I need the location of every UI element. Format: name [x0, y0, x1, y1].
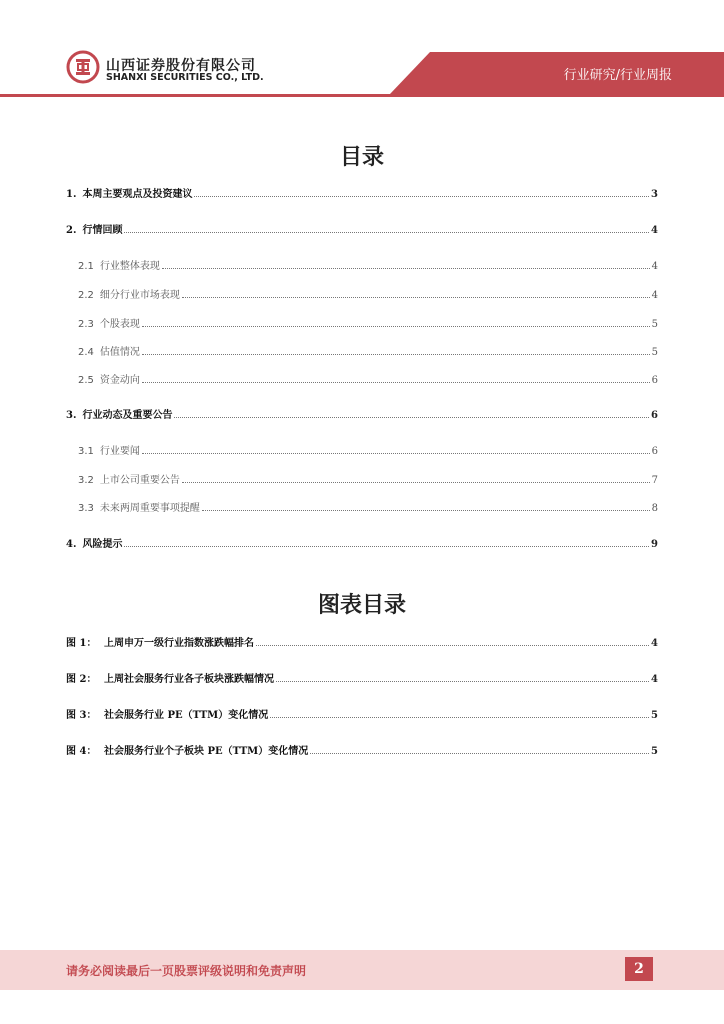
figure-item-page: 4: [651, 638, 658, 649]
figure-item-3[interactable]: [66, 705, 658, 721]
figure-item-2[interactable]: [66, 669, 658, 685]
company-name-en: SHANXI SECURITIES CO., LTD.: [106, 72, 264, 83]
toc-item-page: 5: [651, 347, 658, 358]
toc-leader: [202, 509, 650, 511]
toc-item-label: 估值情况: [99, 347, 140, 358]
toc-item-number: 2.: [66, 225, 77, 236]
toc-item-3-2[interactable]: [78, 470, 658, 486]
toc-item-3[interactable]: [66, 405, 658, 421]
toc-item-label: 本周主要观点及投资建议: [82, 189, 193, 200]
company-logo-icon: [66, 50, 100, 84]
toc-item-2-3[interactable]: [78, 314, 658, 330]
toc-leader: [142, 353, 650, 355]
figure-leader: [276, 680, 649, 682]
toc-item-label: 个股表现: [99, 319, 140, 330]
figure-item-4[interactable]: [66, 741, 658, 757]
toc-leader: [124, 231, 649, 233]
toc-item-label: 行情回顾: [82, 225, 123, 236]
toc-item-1[interactable]: [66, 184, 658, 200]
toc-item-label: 细分行业市场表现: [99, 290, 180, 301]
toc-item-page: 4: [651, 261, 658, 272]
toc-leader: [182, 481, 650, 483]
figure-item-page: 5: [651, 746, 658, 757]
figure-item-number: 图 1：: [66, 638, 97, 649]
toc-item-page: 8: [651, 503, 658, 514]
toc-item-number: 3.: [66, 410, 77, 421]
figure-item-label: 社会服务行业 PE（TTM）变化情况: [104, 710, 269, 721]
toc-item-page: 4: [651, 225, 658, 236]
figure-item-label: 上周社会服务行业各子板块涨跌幅情况: [104, 674, 274, 685]
toc-leader: [162, 267, 650, 269]
figure-leader: [310, 752, 649, 754]
toc-item-number: 2.1: [78, 261, 94, 272]
toc-item-2-4[interactable]: [78, 342, 658, 358]
figure-item-number: 图 2：: [66, 674, 97, 685]
toc-item-2-2[interactable]: [78, 285, 658, 301]
report-type-label: 行业研究/行业周报: [563, 68, 672, 83]
toc-leader: [182, 296, 650, 298]
figure-item-label: 上周申万一级行业指数涨跌幅排名: [104, 638, 254, 649]
toc-item-number: 3.3: [78, 503, 94, 514]
toc-item-page: 4: [651, 290, 658, 301]
toc-item-label: 风险提示: [82, 539, 123, 550]
toc-item-page: 9: [651, 539, 658, 550]
toc-item-page: 5: [651, 319, 658, 330]
toc-leader: [194, 195, 649, 197]
page-number: 2: [625, 957, 653, 981]
toc-title: 目录: [339, 145, 384, 170]
figure-leader: [270, 716, 649, 718]
page-header: [0, 0, 724, 102]
figure-leader: [256, 644, 649, 646]
toc-item-label: 行业整体表现: [99, 261, 160, 272]
toc-item-number: 1.: [66, 189, 77, 200]
toc-item-page: 6: [651, 446, 658, 457]
toc-leader: [174, 416, 649, 418]
toc-item-2-1[interactable]: [78, 256, 658, 272]
figures-title: 图表目录: [317, 593, 406, 618]
toc-item-3-3[interactable]: [78, 498, 658, 514]
toc-item-number: 3.2: [78, 475, 94, 486]
disclaimer-notice: 请务必阅读最后一页股票评级说明和免责声明: [66, 964, 307, 978]
toc-leader: [124, 545, 649, 547]
toc-item-label: 行业要闻: [99, 446, 140, 457]
toc-item-page: 6: [651, 410, 658, 421]
toc-leader: [142, 325, 650, 327]
toc-item-number: 2.2: [78, 290, 94, 301]
toc-item-number: 2.4: [78, 347, 94, 358]
toc-item-4[interactable]: [66, 534, 658, 550]
toc-leader: [142, 381, 650, 383]
toc-item-number: 4.: [66, 539, 77, 550]
toc-item-number: 2.5: [78, 375, 94, 386]
toc-item-page: 6: [651, 375, 658, 386]
toc-item-page: 3: [651, 189, 658, 200]
figure-item-label: 社会服务行业个子板块 PE（TTM）变化情况: [104, 746, 309, 757]
toc-item-page: 7: [651, 475, 658, 486]
company-name-cn: 山西证券股份有限公司: [106, 58, 256, 74]
toc-item-number: 3.1: [78, 446, 94, 457]
figure-item-number: 图 4：: [66, 746, 97, 757]
toc-item-2-5[interactable]: [78, 370, 658, 386]
toc-leader: [142, 452, 650, 454]
toc-item-number: 2.3: [78, 319, 94, 330]
toc-item-label: 未来两周重要事项提醒: [99, 503, 200, 514]
toc-item-2[interactable]: [66, 220, 658, 236]
header-divider: [0, 94, 724, 97]
figure-item-page: 4: [651, 674, 658, 685]
figure-item-number: 图 3：: [66, 710, 97, 721]
figure-item-1[interactable]: [66, 633, 658, 649]
toc-item-label: 上市公司重要公告: [99, 475, 180, 486]
report-type-banner: [390, 52, 724, 94]
toc-item-label: 资金动向: [99, 375, 140, 386]
toc-item-label: 行业动态及重要公告: [82, 410, 173, 421]
toc-item-3-1[interactable]: [78, 441, 658, 457]
figure-item-page: 5: [651, 710, 658, 721]
